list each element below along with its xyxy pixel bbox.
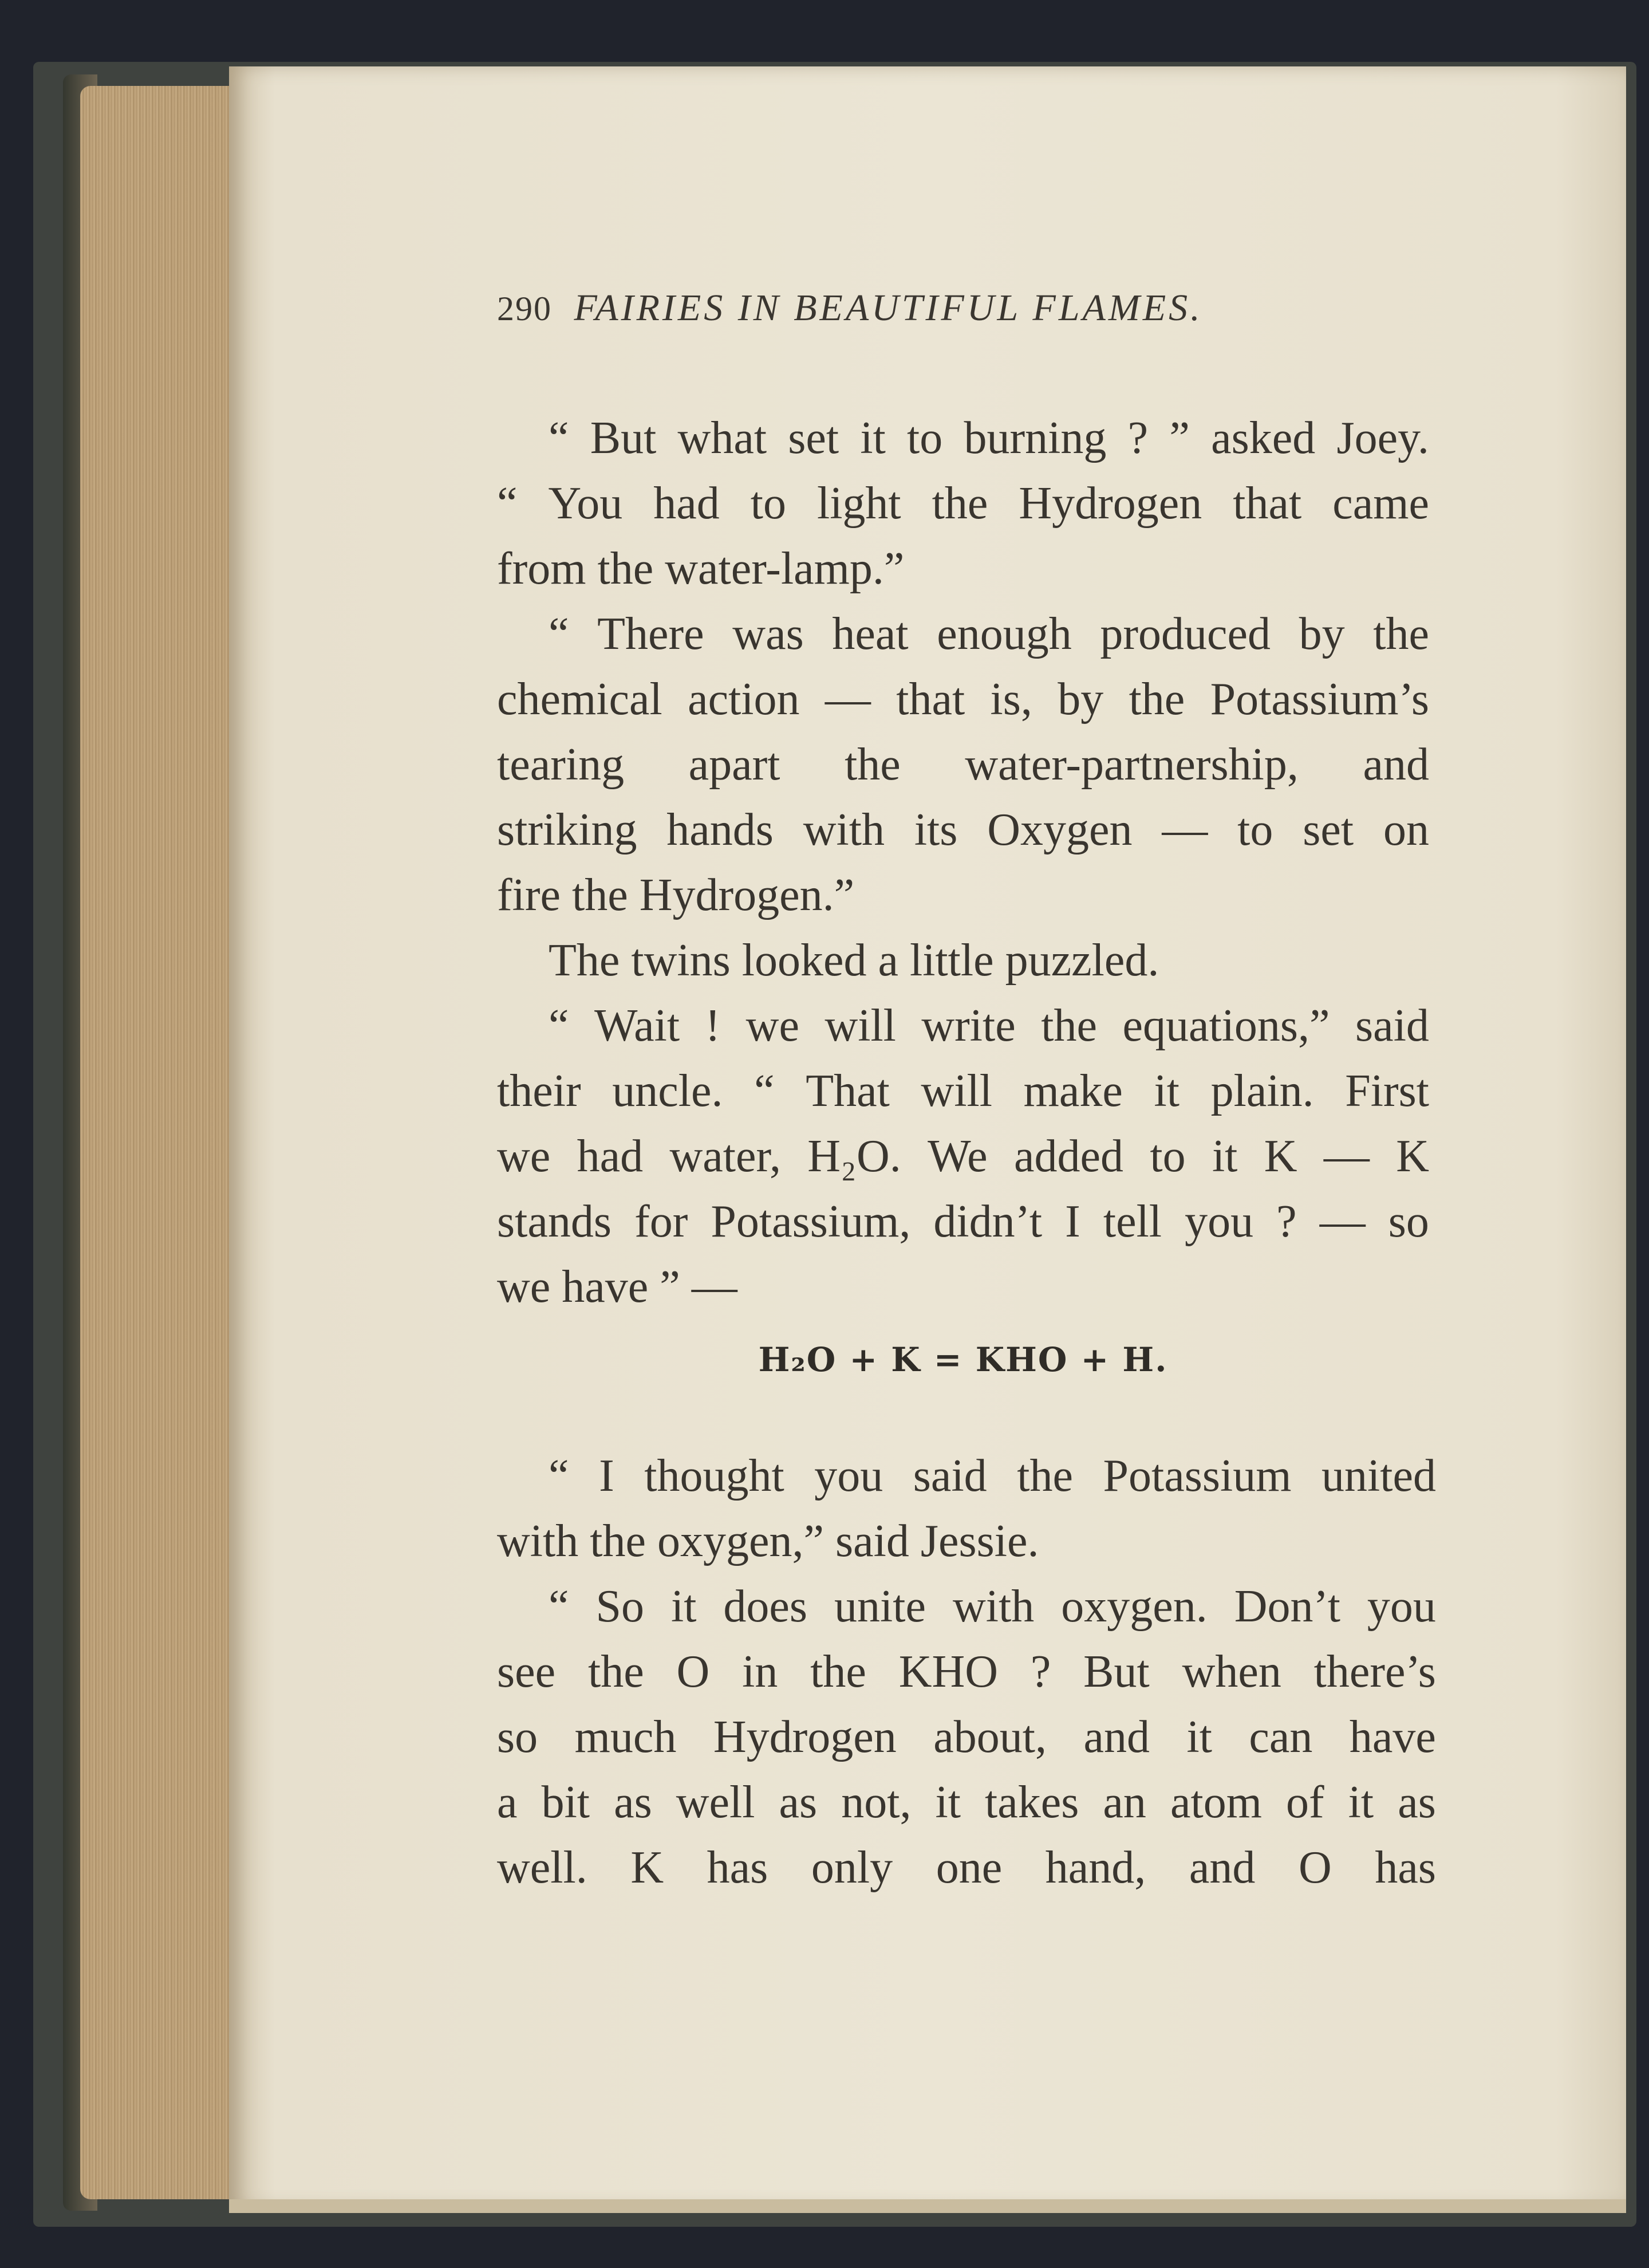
text-line: striking hands with its Oxygen — to set on bbox=[497, 805, 1429, 855]
text-line: The twins looked a little puzzled. bbox=[549, 935, 1159, 986]
text-line: “ So it does unite with oxygen. Don’t you bbox=[549, 1581, 1436, 1632]
chemical-equation: H₂O + K = KHO + H. bbox=[758, 1340, 1168, 1379]
text-line: a bit as well as not, it takes an atom of it as bbox=[497, 1777, 1436, 1828]
running-title: FAIRIES IN BEAUTIFUL FLAMES. bbox=[574, 287, 1203, 329]
text-line: stands for Potassium, didn’t I tell you ? — so bbox=[497, 1196, 1429, 1247]
text-block-top bbox=[497, 405, 1429, 1320]
page-bottom-edge bbox=[229, 2199, 1626, 2213]
text-line: “ You had to light the Hydrogen that came bbox=[497, 478, 1429, 529]
text-line: we have ” — bbox=[497, 1262, 737, 1312]
text-line: with the oxygen,” said Jessie. bbox=[497, 1516, 1039, 1566]
text-line: we had water, H₂O. We added to it K — K bbox=[497, 1131, 1429, 1182]
text-line: “ But what set it to burning ? ” asked Joey. bbox=[549, 413, 1429, 463]
text-line: “ There was heat enough produced by the bbox=[549, 609, 1429, 659]
text-line: tearing apart the water-partnership, and bbox=[497, 739, 1429, 790]
page-number: 290 bbox=[497, 290, 552, 328]
text-line: “ I thought you said the Potassium united bbox=[549, 1451, 1436, 1501]
text-line: well. K has only one hand, and O has bbox=[497, 1842, 1436, 1893]
text-line: their uncle. “ That will make it plain. First bbox=[497, 1066, 1429, 1116]
text-line: so much Hydrogen about, and it can have bbox=[497, 1712, 1436, 1762]
page-edges bbox=[80, 86, 252, 2199]
text-line: “ Wait ! we will write the equations,” said bbox=[549, 1001, 1429, 1051]
running-head bbox=[497, 286, 1356, 344]
text-line: chemical action — that is, by the Potassium’s bbox=[497, 674, 1429, 724]
text-line: from the water-lamp.” bbox=[497, 544, 905, 594]
text-line: see the O in the KHO ? But when there’s bbox=[497, 1647, 1436, 1697]
text-line: fire the Hydrogen.” bbox=[497, 870, 855, 920]
text-block-bottom bbox=[497, 1443, 1436, 1900]
